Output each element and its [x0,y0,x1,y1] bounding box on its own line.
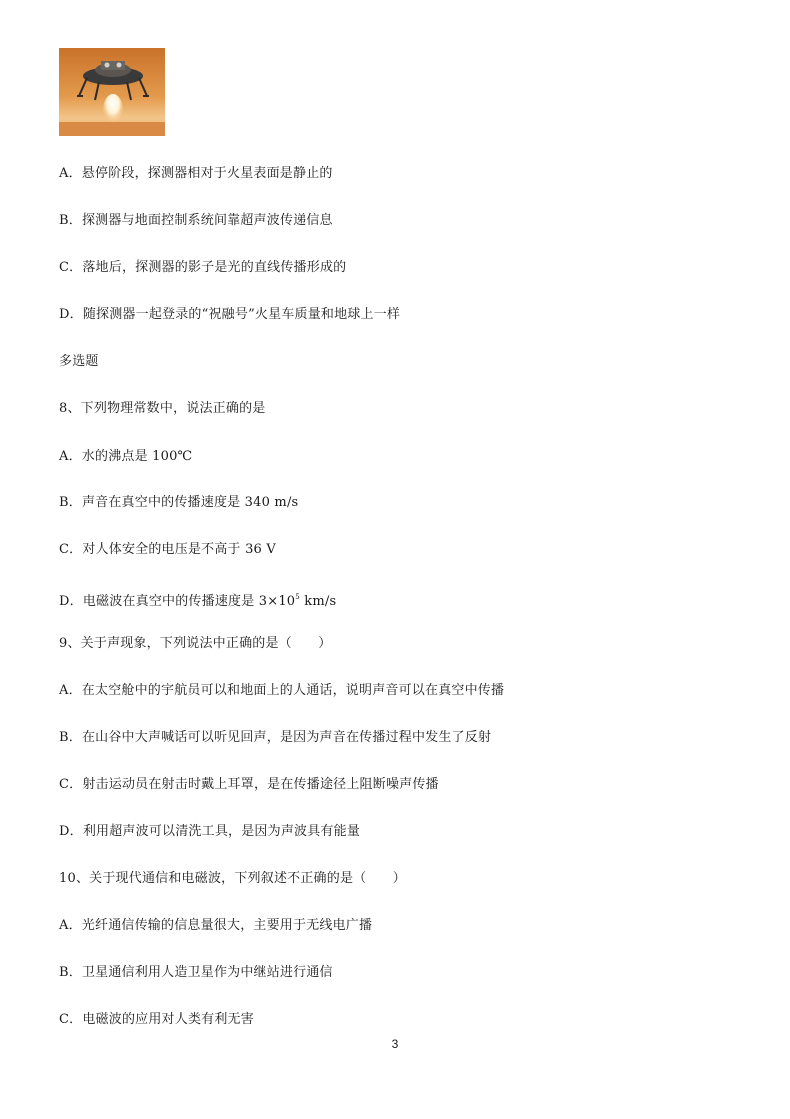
question-8: 8、下列物理常数中，说法正确的是 [59,401,266,416]
mars-lander-illustration-icon [59,48,165,136]
option-a-q7: A．悬停阶段，探测器相对于火星表面是静止的 [59,166,333,181]
option-a-q8: A．水的沸点是 100℃ [59,449,193,464]
option-b-q10: B．卫星通信利用人造卫星作为中继站进行通信 [59,965,333,980]
option-c-q7: C．落地后，探测器的影子是光的直线传播形成的 [59,260,347,275]
option-a-q9: A．在太空舱中的宇航员可以和地面上的人通话，说明声音可以在真空中传播 [59,683,505,698]
option-b-q8: B．声音在真空中的传播速度是 340 m/s [59,495,299,510]
option-d-q7: D．随探测器一起登录的“祝融号”火星车质量和地球上一样 [59,307,401,322]
option-d-q8-text: D．电磁波在真空中的传播速度是 3×10 [59,594,296,609]
page-number: 3 [391,1037,399,1051]
option-c-q10: C．电磁波的应用对人类有利无害 [59,1012,254,1027]
section-heading: 多选题 [59,354,99,369]
option-d-q8 [59,588,336,611]
question-9: 9、关于声现象，下列说法中正确的是（ ） [59,636,332,651]
exponent: 5 [295,593,300,601]
option-b-q9: B．在山谷中大声喊话可以听见回声，是因为声音在传播过程中发生了反射 [59,730,492,745]
option-c-q8: C．对人体安全的电压是不高于 36 V [59,542,276,557]
option-a-q10: A．光纤通信传输的信息量很大，主要用于无线电广播 [59,918,373,933]
option-c-q9: C．射击运动员在射击时戴上耳罩，是在传播途径上阻断噪声传播 [59,777,439,792]
option-d-q9: D．利用超声波可以清洗工具，是因为声波具有能量 [59,824,361,839]
question-10: 10、关于现代通信和电磁波，下列叙述不正确的是（ ） [59,871,406,886]
option-d-q8-unit: km/s [299,594,337,609]
option-b-q7: B．探测器与地面控制系统间靠超声波传递信息 [59,213,333,228]
mars-lander-image [59,48,165,136]
